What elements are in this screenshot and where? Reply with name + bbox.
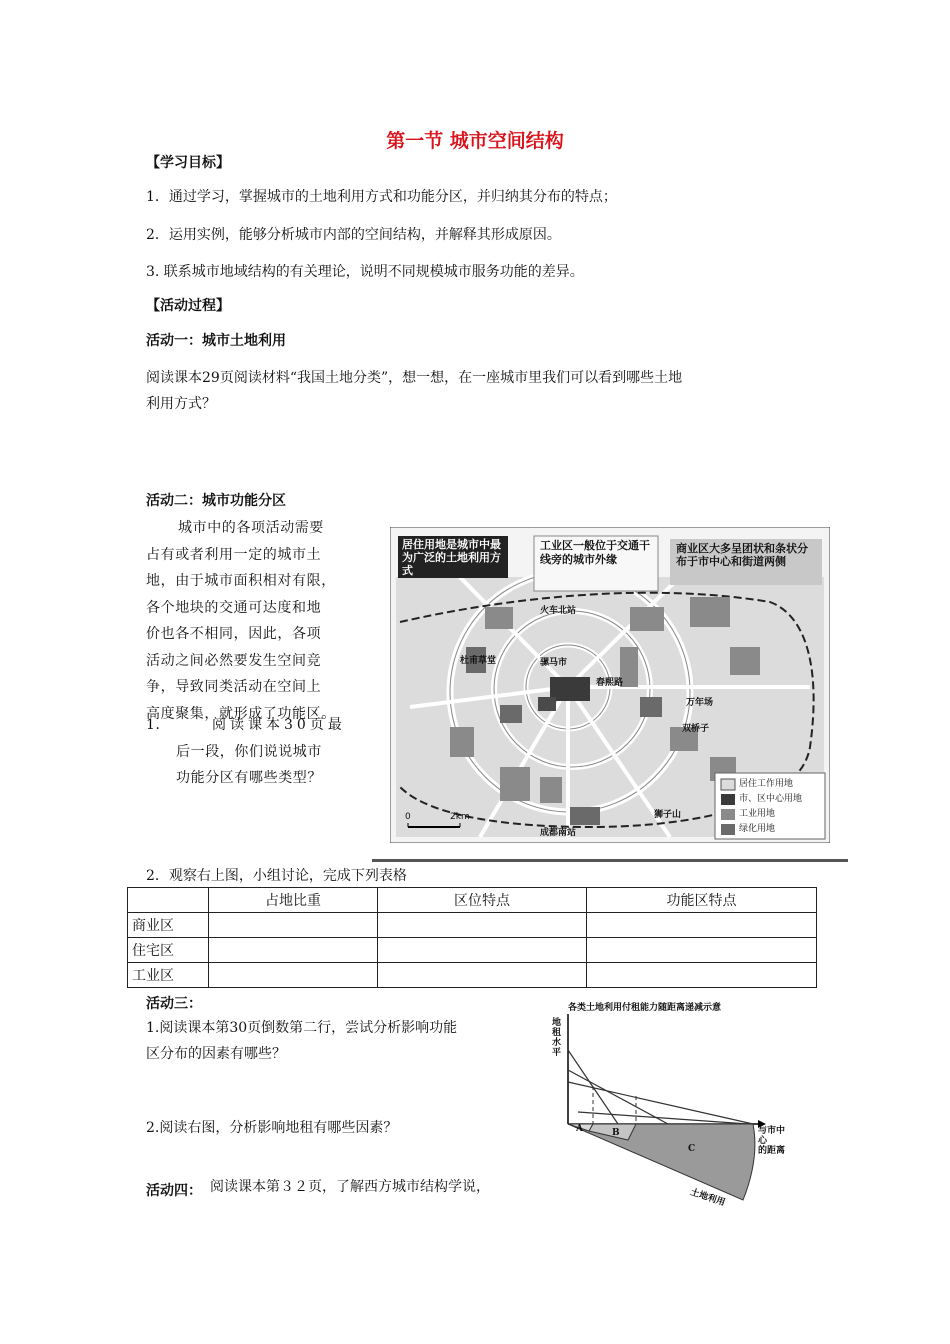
row-label-industrial: 工业区 <box>128 963 209 988</box>
label-luomashi: 骡马市 <box>540 658 568 668</box>
table-row <box>128 963 817 988</box>
activity-1-text-line2: 利用方式？ <box>146 396 216 412</box>
activity-1-heading: 活动一：城市土地利用 <box>146 333 286 349</box>
table-row <box>128 938 817 963</box>
goal-1: 1．通过学习，掌握城市的土地利用方式和功能分区，并归纳其分布的特点； <box>146 189 617 205</box>
question-2: 2．观察右上图，小组讨论，完成下列表格 <box>146 868 407 884</box>
question-line: 阅读课本30页最 <box>212 717 346 733</box>
table-cell[interactable] <box>209 938 378 963</box>
question-1-number: 1． <box>146 717 171 733</box>
xlabel-line: 与市中心 <box>758 1126 786 1146</box>
table-cell[interactable] <box>587 963 817 988</box>
activity-3-q1-line2: 区分布的因素有哪些？ <box>146 1046 286 1062</box>
table-header-cell: 区位特点 <box>378 888 587 913</box>
paragraph-line: 占有或者利用一定的城市土 <box>146 546 322 563</box>
scale-zero: 0 <box>405 812 411 822</box>
label-wannianchang: 万年场 <box>686 698 714 708</box>
table-header-cell: 占地比重 <box>209 888 378 913</box>
rent-chart-ylabel: 地租水平 <box>552 1018 562 1058</box>
scale-2km: 2km <box>450 812 470 822</box>
goal-2: 2．运用实例，能够分析城市内部的空间结构，并解释其形成原因。 <box>146 227 561 243</box>
row-label-residential: 住宅区 <box>128 938 209 963</box>
table-cell[interactable] <box>378 938 587 963</box>
question-1-text <box>176 712 366 792</box>
callout-commercial: 商业区大多呈团状和条状分布于市中心和街道两侧 <box>676 542 808 568</box>
divider-line <box>372 859 848 862</box>
callout-residential: 居住用地是城市中最为广泛的土地利用方式 <box>402 538 501 577</box>
xlabel-line: 的距离 <box>758 1146 786 1156</box>
label-north-station: 火车北站 <box>540 606 577 616</box>
label-shizishan: 狮子山 <box>654 810 682 820</box>
paragraph-line: 争，导致同类活动在空间上 <box>146 679 322 695</box>
zone-c-label: C <box>688 1144 696 1154</box>
activity-3-q1-line1: 1.阅读课本第30页倒数第二行，尝试分析影响功能 <box>146 1020 458 1036</box>
paragraph-line: 城市中的各项活动需要 <box>178 520 324 536</box>
paragraph-line: 地，由于城市面积相对有限， <box>146 573 336 589</box>
callout-industrial: 工业区一般位于交通干线旁的城市外缘 <box>540 539 650 566</box>
table-header-cell <box>128 888 209 913</box>
land-use-label: 土地利用 <box>688 1187 727 1209</box>
rent-chart-title: 各类土地利用付租能力随距离递减示意 <box>568 1003 722 1013</box>
activity-1-text-line1: 阅读课本29页阅读材料“我国土地分类”，想一想，在一座城市里我们可以看到哪些土地 <box>146 370 683 386</box>
label-chengdu-south-station: 成都南站 <box>540 828 577 838</box>
rent-chart-xlabel <box>758 1126 788 1156</box>
activity-3-q2: 2.阅读右图，分析影响地租有哪些因素？ <box>146 1120 398 1136</box>
activity-4-text: 阅读课本第３２页，了解西方城市结构学说， <box>210 1179 490 1195</box>
question-line: 后一段，你们说说城市 <box>176 743 322 760</box>
table-cell[interactable] <box>378 963 587 988</box>
process-heading: 【活动过程】 <box>146 298 230 314</box>
activity-4-heading: 活动四： <box>146 1183 202 1199</box>
rent-curve-graphic <box>548 1000 788 1215</box>
table-cell[interactable] <box>587 938 817 963</box>
activity-3-heading: 活动三： <box>146 996 202 1012</box>
table-cell[interactable] <box>378 913 587 938</box>
map-legend <box>739 777 802 837</box>
table-header-row <box>128 888 817 913</box>
label-shuangqiaozi: 双桥子 <box>682 724 710 734</box>
legend-industrial: 工业用地 <box>739 809 776 819</box>
goal-3: 3. 联系城市地域结构的有关理论，说明不同规模城市服务功能的差异。 <box>146 264 584 280</box>
page-title: 第一节 城市空间结构 <box>386 130 564 152</box>
question-line: 功能分区有哪些类型？ <box>176 770 322 786</box>
activity-2-heading: 活动二：城市功能分区 <box>146 493 286 509</box>
table-header-cell: 功能区特点 <box>587 888 817 913</box>
table-cell[interactable] <box>209 913 378 938</box>
table-cell[interactable] <box>209 963 378 988</box>
paragraph-line: 活动之间必然要发生空间竞 <box>146 652 322 669</box>
function-zone-table <box>127 887 817 988</box>
table-row <box>128 913 817 938</box>
label-dufu-caotang: 杜甫草堂 <box>460 656 497 666</box>
zone-b-label: B <box>612 1128 620 1138</box>
goals-heading: 【学习目标】 <box>146 155 230 171</box>
zone-a-label: A <box>576 1124 583 1134</box>
paragraph-line: 各个地块的交通可达度和地 <box>146 599 322 616</box>
legend-residential: 居住工作用地 <box>739 779 794 789</box>
paragraph-line: 高度聚集，就形成了功能区。 <box>146 705 336 722</box>
paragraph-line: 价也各不相同，因此，各项 <box>146 626 322 642</box>
rent-curve-diagram <box>548 1000 788 1215</box>
label-chunxi-road: 春熙路 <box>596 678 624 688</box>
table-cell[interactable] <box>587 913 817 938</box>
city-land-use-map <box>390 527 830 843</box>
legend-center: 市、区中心用地 <box>739 794 803 804</box>
activity-2-paragraph <box>146 515 376 727</box>
row-label-commercial: 商业区 <box>128 913 209 938</box>
legend-green: 绿化用地 <box>739 824 776 834</box>
